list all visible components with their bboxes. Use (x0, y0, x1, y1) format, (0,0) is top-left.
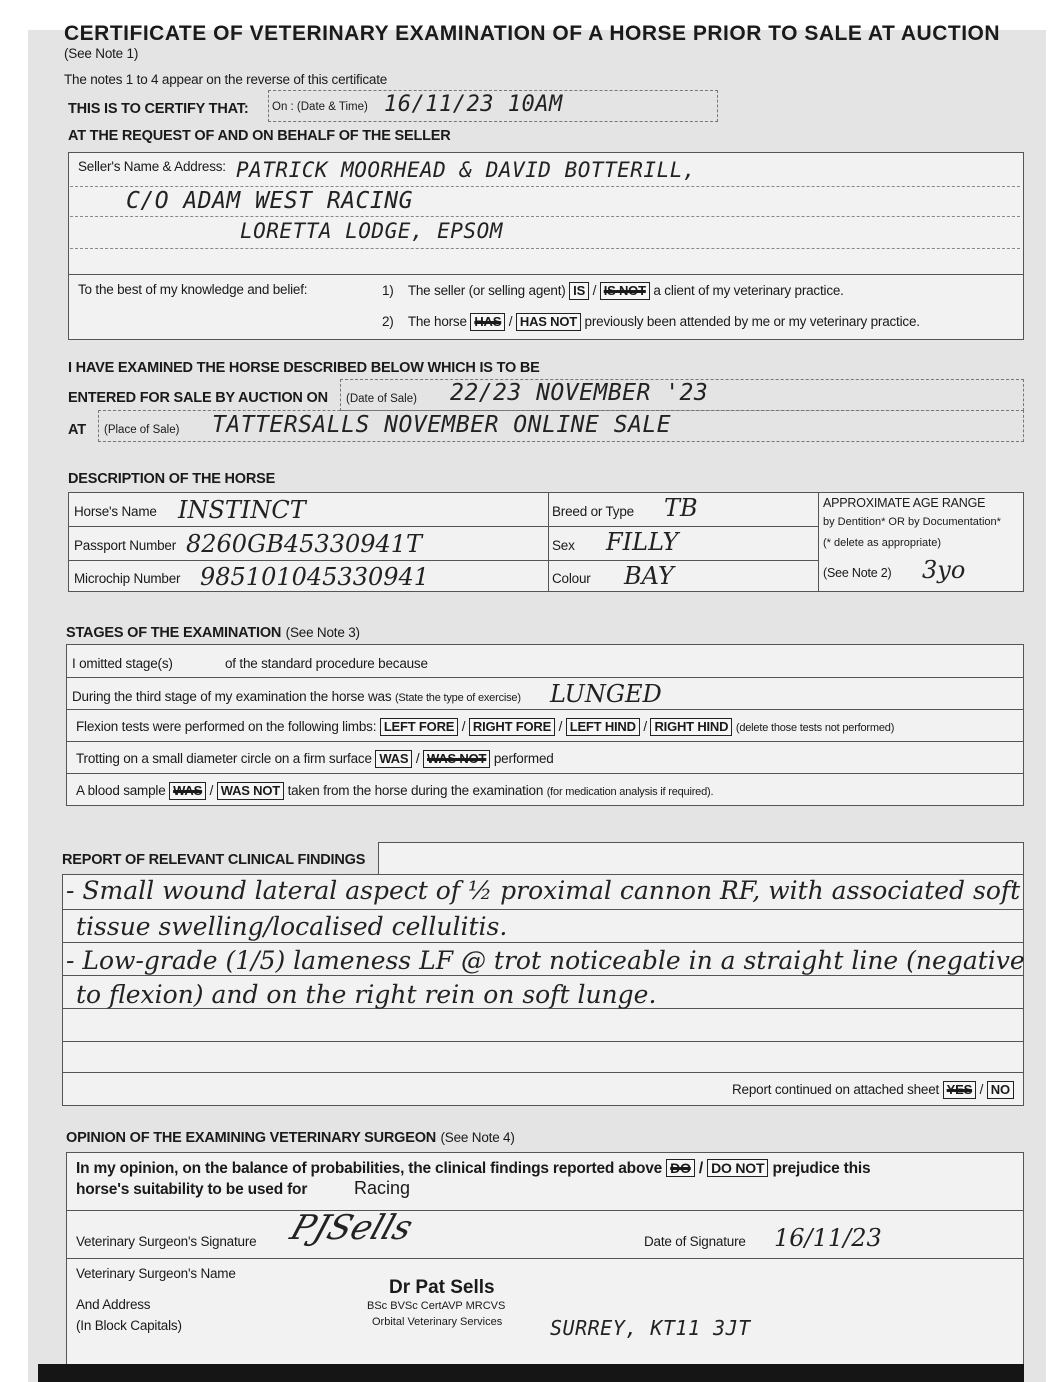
opinion-heading: OPINION OF THE EXAMINING VETERINARY SURGEON (See Note 4) (66, 1130, 515, 1146)
passport-label: Passport Number (74, 538, 177, 553)
vet-name: Dr Pat Sells (389, 1277, 495, 1298)
third-stage-value: LUNGED (550, 680, 662, 708)
age-see-note-2: (See Note 2) (823, 566, 892, 580)
see-note-1: (See Note 1) (64, 46, 139, 61)
stages-heading: STAGES OF THE EXAMINATION (See Note 3) (66, 625, 360, 641)
age-value: 3yo (922, 556, 966, 584)
report-line-1: - Small wound lateral aspect of ½ proximal cannon RF, with associated soft (66, 876, 1021, 905)
on-date-value: 16/11/23 10AM (384, 92, 563, 117)
on-date-label: On : (Date & Time) (272, 101, 368, 113)
notes-line: The notes 1 to 4 appear on the reverse of this certificate (64, 72, 388, 87)
flexion-right-hind[interactable]: RIGHT HIND (650, 718, 732, 736)
certificate-title: CERTIFICATE OF VETERINARY EXAMINATION OF A HORSE PRIOR TO SALE AT AUCTION (64, 22, 1001, 45)
sex-value: FILLY (606, 528, 679, 556)
date-of-sale-label: (Date of Sale) (346, 393, 417, 405)
horse-name-label: Horse's Name (74, 504, 157, 519)
continued-no-option[interactable]: NO (987, 1081, 1014, 1099)
continued-yes-option[interactable]: YES (943, 1081, 976, 1099)
entered-label: ENTERED FOR SALE BY AUCTION ON (68, 390, 328, 406)
knowledge-item-2: 2) The horse HAS / HAS NOT previously been attended by me or my veterinary practice. (382, 314, 920, 329)
report-line-2: tissue swelling/localised cellulitis. (76, 912, 508, 941)
place-of-sale-label: (Place of Sale) (104, 424, 180, 436)
signature-label: Veterinary Surgeon's Signature (76, 1234, 257, 1249)
microchip-label: Microchip Number (74, 571, 181, 586)
seller-line-1: PATRICK MOORHEAD & DAVID BOTTERILL, (236, 158, 697, 182)
flexion-row: Flexion tests were performed on the following limbs: LEFT FORE / RIGHT FORE / LEFT HIND / RIGHT HIND (delete those tests not performed) (76, 719, 895, 734)
flexion-right-fore[interactable]: RIGHT FORE (469, 718, 555, 736)
vet-signature: PJSells (285, 1208, 418, 1248)
trotting-row: Trotting on a small diameter circle on a firm surface WAS / WAS NOT performed (76, 751, 554, 766)
date-of-signature-value: 16/11/23 (774, 1224, 882, 1252)
vet-qualifications: BSc BVSc CertAVP MRCVS (367, 1300, 506, 1312)
sex-label: Sex (552, 538, 575, 553)
seller-line-2: C/O ADAM WEST RACING (126, 188, 413, 214)
omitted-stages-b: of the standard procedure because (225, 656, 428, 671)
date-of-signature-label: Date of Signature (644, 1234, 746, 1249)
trot-was-not-option[interactable]: WAS NOT (423, 750, 490, 768)
omitted-stages-a: I omitted stage(s) (72, 656, 173, 671)
age-range-title: APPROXIMATE AGE RANGE (823, 496, 986, 510)
blood-was-not-option[interactable]: WAS NOT (217, 782, 284, 800)
third-stage-label: During the third stage of my examination the horse was (State the type of exercise) (72, 689, 521, 704)
flexion-left-fore[interactable]: LEFT FORE (380, 718, 458, 736)
knowledge-item-1: 1) The seller (or selling agent) IS / IS NOT a client of my veterinary practice. (382, 283, 844, 298)
blood-was-option[interactable]: WAS (169, 782, 206, 800)
opinion-purpose: Racing (354, 1178, 411, 1198)
block-capitals-label: (In Block Capitals) (76, 1318, 182, 1333)
seller-is-not-option[interactable]: IS NOT (600, 282, 650, 300)
report-line-3: - Low-grade (1/5) lameness LF @ trot noticeable in a straight line (negative (66, 946, 1025, 975)
footer-bar (38, 1364, 1024, 1382)
vet-address: SURREY, KT11 3JT (550, 1316, 751, 1340)
age-range-delete-note: (* delete as appropriate) (823, 537, 942, 549)
trot-was-option[interactable]: WAS (375, 750, 412, 768)
flexion-left-hind[interactable]: LEFT HIND (566, 718, 640, 736)
microchip-value: 985101045330941 (200, 563, 430, 591)
report-line-4: to flexion) and on the right rein on soft lunge. (76, 980, 657, 1009)
horse-has-not-option[interactable]: HAS NOT (516, 313, 581, 331)
vet-name-label: Veterinary Surgeon's Name (76, 1266, 236, 1281)
seller-line-3: LORETTA LODGE, EPSOM (240, 219, 503, 243)
vet-address-label: And Address (76, 1297, 151, 1312)
blood-sample-row: A blood sample WAS / WAS NOT taken from the horse during the examination (for medication analysis if required). (76, 783, 714, 798)
seller-label: Seller's Name & Address: (78, 159, 226, 174)
horse-has-option[interactable]: HAS (470, 313, 505, 331)
description-heading: DESCRIPTION OF THE HORSE (68, 471, 276, 487)
place-of-sale-value: TATTERSALLS NOVEMBER ONLINE SALE (212, 412, 672, 438)
breed-label: Breed or Type (552, 504, 634, 519)
seller-is-option[interactable]: IS (569, 282, 589, 300)
opinion-text-c: horse's suitability to be used for (76, 1181, 308, 1198)
horse-name-value: INSTINCT (178, 496, 306, 524)
vet-practice: Orbital Veterinary Services (372, 1316, 503, 1328)
examined-line: I HAVE EXAMINED THE HORSE DESCRIBED BELOW WHICH IS TO BE (68, 360, 540, 376)
colour-value: BAY (624, 562, 674, 590)
opinion-do-option[interactable]: DO (666, 1159, 695, 1177)
knowledge-label: To the best of my knowledge and belief: (78, 282, 308, 297)
at-label: AT (68, 422, 86, 438)
certify-label: THIS IS TO CERTIFY THAT: (68, 101, 249, 117)
report-continued-row: Report continued on attached sheet YES / NO (732, 1081, 1014, 1099)
age-range-method: by Dentition* OR by Documentation* (823, 516, 1001, 528)
request-line: AT THE REQUEST OF AND ON BEHALF OF THE SELLER (68, 128, 451, 144)
date-of-sale-value: 22/23 NOVEMBER '23 (450, 380, 709, 406)
passport-value: 8260GB45330941T (186, 530, 423, 558)
opinion-text-a: In my opinion, on the balance of probabilities, the clinical findings reported above DO / DO NOT prejudice this (76, 1160, 871, 1177)
opinion-do-not-option[interactable]: DO NOT (707, 1159, 768, 1177)
breed-value: TB (664, 494, 698, 522)
colour-label: Colour (552, 571, 591, 586)
report-heading: REPORT OF RELEVANT CLINICAL FINDINGS (62, 852, 366, 868)
